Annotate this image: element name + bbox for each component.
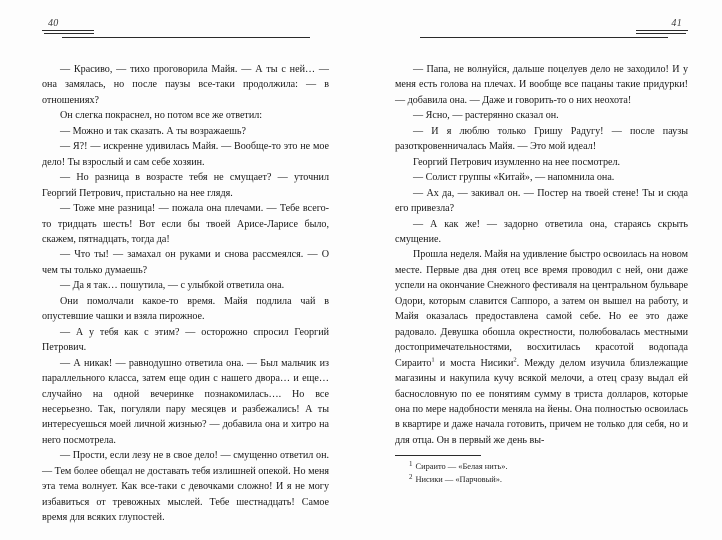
footnote-marker: 2: [409, 472, 413, 481]
paragraph: — Можно и так сказать. А ты возражаешь?: [60, 125, 247, 137]
right-page-number: 41: [671, 18, 682, 29]
paragraph: — Ах да, — закивал он. — Постер на твоей стене! Ты и сюда его привезла?: [395, 187, 688, 215]
footnote-item: [395, 473, 688, 486]
header-rule-short-upper: [636, 30, 688, 31]
paragraph: — А никак! — равнодушно ответила она. — Был мальчик из параллельного класса, затем еще один с нашего двора… и еще… случайно на одной вечеринке познакомилась…. Но все несерьезно. Так, погуляли пару месяцев и разбежались! А ты интересуешься моей личной жизнью? — добавила она и хитро на него посмотрела.: [42, 357, 329, 446]
paragraph: — Да я так… пошутила, — с улыбкой ответила она.: [60, 280, 285, 292]
footnote-item: [395, 460, 688, 473]
paragraph: — Прости, если лезу не в свое дело! — смущенно ответил он. — Тем более обещал не доставать тебя излишней опекой. Но меня эта тема волнует. Как все-таки с девочками сложно! И я не могу избавиться от тревожных мыслей. Тебе шестнадцать! Самое время для всяких глупостей.: [42, 450, 329, 524]
footnote-separator-rule: [395, 455, 481, 456]
header-rule-short-lower: [636, 33, 686, 34]
right-page-text: [395, 62, 688, 448]
paragraph: — Но разница в возрасте тебя не смущает? — уточнил Георгий Петрович, пристально на нее глядя.: [42, 172, 329, 199]
header-rule-short-lower: [44, 33, 94, 34]
paragraph-text-part-1: Прошла неделя. Майя на удивление быстро освоилась на новом месте. Первые два дня отец все время проводил с ней, они даже успели на окончание Снежного фестиваля на центральном бульваре Одори, которым славится Саппоро, а затем он вышел на работу, и Майя оказалась предоставлена самой себе. Но ее это даже радовало. Девушка обошла окрестности, полюбовалась местными достопримечательностями, восхитилась красотой водопада Сираито: [395, 249, 689, 369]
footnote-ref-2[interactable]: 2: [513, 356, 517, 364]
header-rule-long: [420, 37, 668, 38]
paragraph: — А у тебя как с этим? — осторожно спросил Георгий Петрович.: [42, 326, 329, 354]
footnotes-block: [395, 455, 688, 486]
paragraph: Они помолчали какое-то время. Майя подлила чай в опустевшие чашки и взяла пирожное.: [42, 295, 329, 323]
left-page-text: [42, 62, 329, 526]
header-rule-short-upper: [42, 30, 94, 31]
paragraph: — Тоже мне разница! — пожала она плечами. — Тебе всего-то тридцать шесть! Вот если бы твоей Арисе-Ларисе было, скажем, пятнадцать, тогда да!: [42, 203, 329, 245]
paragraph: — Ясно, — растерянно сказал он.: [413, 110, 559, 122]
paragraph: — Я?! — искренне удивилась Майя. — Вообще-то это не мое дело! Ты взрослый и сам себе хозяин.: [42, 141, 329, 168]
footnote-ref-1[interactable]: 1: [431, 356, 435, 364]
paragraph: Георгий Петрович изумленно на нее посмотрел.: [413, 156, 621, 168]
left-header-rules: [42, 30, 329, 42]
footnote-text: Нисики — «Парчовый».: [415, 475, 503, 485]
paragraph: — Что ты! — замахал он руками и снова рассмеялся. — О чем ты только думаешь?: [42, 249, 329, 276]
paragraph: Он слегка покраснел, но потом все же ответил:: [60, 110, 263, 122]
paragraph-text-part-2: и моста Нисики: [434, 357, 514, 369]
paragraph-with-footnote-refs: [395, 247, 688, 448]
footnote-text: Сираито — «Белая нить».: [415, 462, 508, 472]
right-header-rules: [395, 30, 688, 42]
right-running-head: [395, 18, 688, 48]
header-rule-long: [62, 37, 310, 38]
paragraph: — И я люблю только Гришу Радугу! — после паузы разоткровенничалась Майя. — Это мой идеал!: [395, 125, 688, 153]
paragraph: — Солист группы «Китай», — напомнила она.: [413, 172, 615, 184]
paragraph: — Красиво, — тихо проговорила Майя. — А ты с ней… — она замялась, но после паузы все-таки продолжила: — в отношениях?: [42, 64, 329, 106]
paragraph: — А как же! — задорно ответила она, стараясь скрыть смущение.: [395, 218, 688, 245]
paragraph: — Папа, не волнуйся, дальше поцелуев дело не заходило! И у меня есть голова на плечах. И вообще все пацаны такие придурки! — добавила она. — Даже и говорить-то о них неохота!: [395, 64, 688, 106]
footnote-marker: 1: [409, 459, 413, 468]
paragraph-text-part-3: . Между делом изучила близлежащие магазины и накупила кучу всякой мелочи, а отец сразу выдал ей баснословную по ее понятиям сумму в триста долларов, которые она по мере надобности меняла на йены. Она полностью освоилась в квартире и даже начала готовить, причем не только для себя, но и для отца. Он в первый же день вы-: [395, 357, 688, 446]
right-page: [361, 0, 722, 540]
left-page-number: 40: [48, 18, 59, 29]
left-running-head: [42, 18, 329, 48]
